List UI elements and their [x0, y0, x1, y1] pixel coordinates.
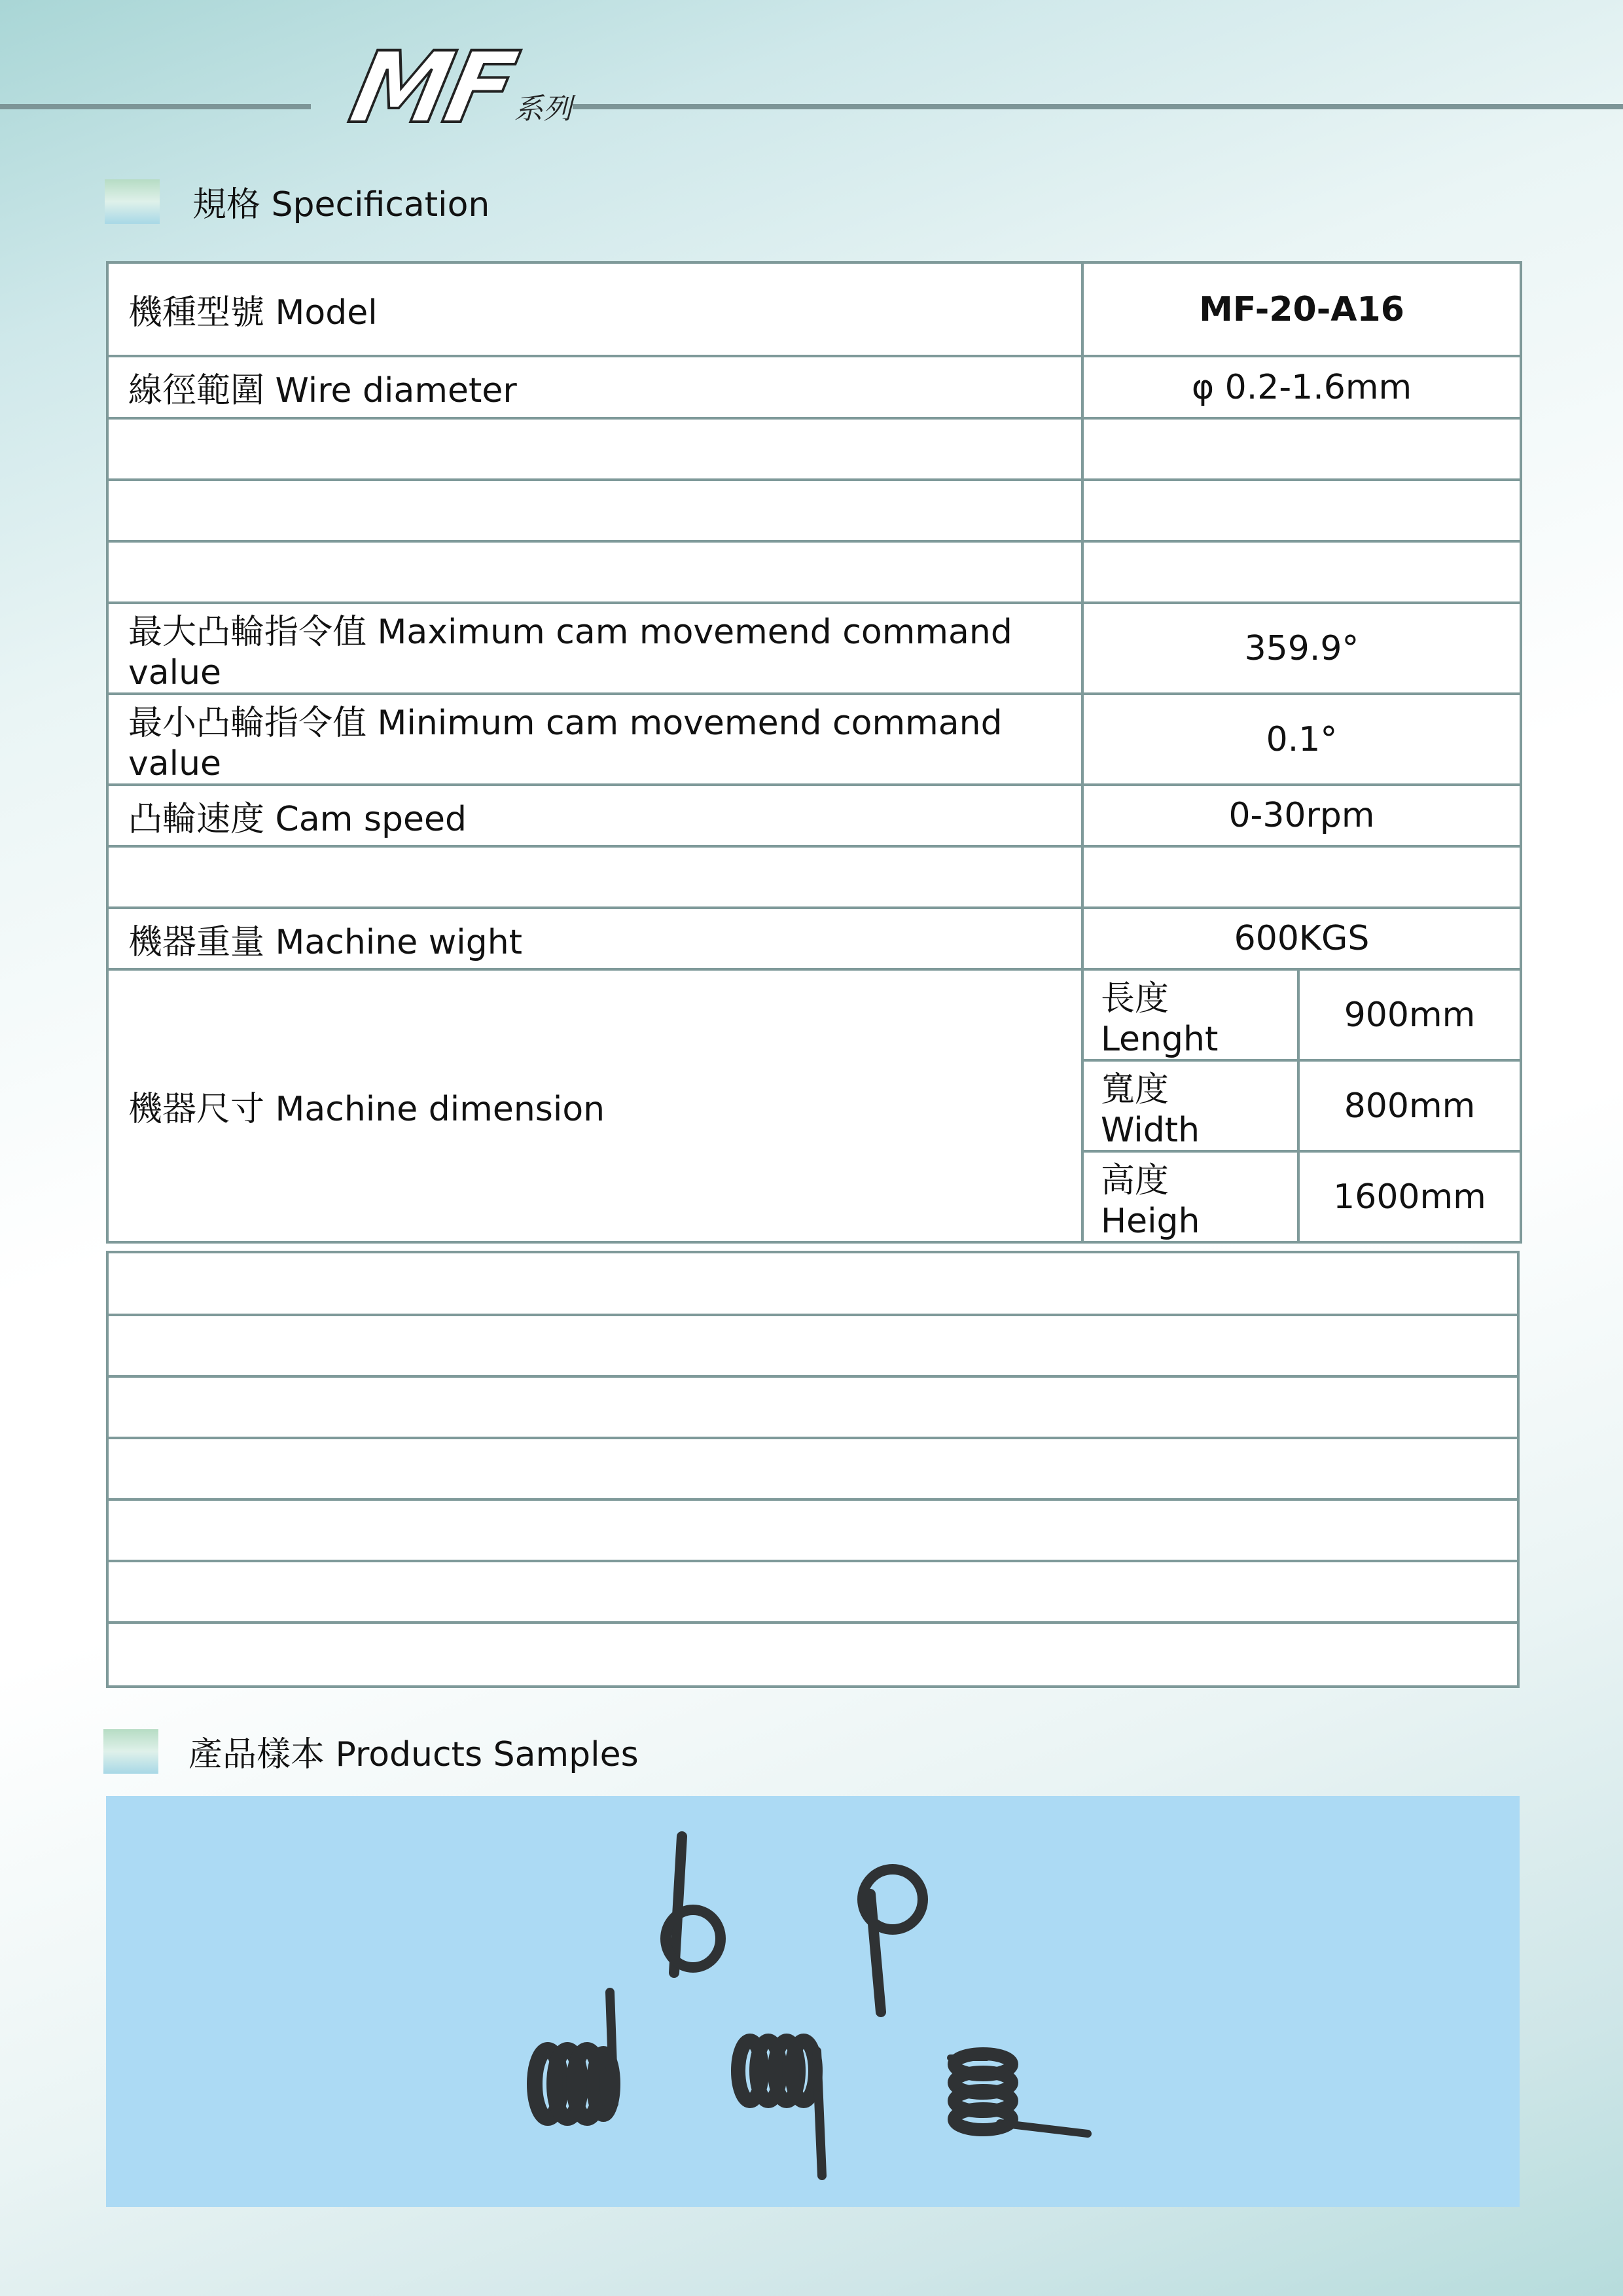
table-row: [107, 1315, 1518, 1376]
table-row: [107, 694, 1521, 785]
section-swatch-icon: [103, 1729, 158, 1774]
empty-cell: [107, 1315, 1518, 1376]
width-value: 800mm: [1298, 1060, 1521, 1151]
header-rule-right: [573, 104, 1623, 109]
length-value: 900mm: [1298, 969, 1521, 1060]
spring-sample-icon: [533, 1992, 614, 2118]
empty-cell: [107, 418, 1082, 480]
dimension-label: 機器尺寸 Machine dimension: [107, 969, 1082, 1242]
empty-cell: [107, 541, 1082, 603]
table-row: [107, 785, 1521, 846]
table-row: [107, 262, 1521, 356]
table-row: [107, 603, 1521, 694]
max-cam-label: 最大凸輪指令值 Maximum cam movemend command value: [107, 603, 1082, 694]
empty-cell: [107, 1376, 1518, 1438]
table-row: [107, 1376, 1518, 1438]
max-cam-value: 359.9°: [1082, 603, 1521, 694]
series-logo: MF: [341, 31, 523, 145]
series-suffix: 系列: [514, 92, 572, 126]
empty-cell: [107, 480, 1082, 541]
empty-cell: [107, 846, 1082, 908]
table-row: [107, 1252, 1518, 1315]
length-label: 長度 Lenght: [1082, 969, 1298, 1060]
empty-cell: [1082, 846, 1521, 908]
wire-diameter-value: φ 0.2-1.6mm: [1082, 356, 1521, 418]
empty-cell: [1082, 418, 1521, 480]
table-row: [107, 1499, 1518, 1561]
cam-speed-label: 凸輪速度 Cam speed: [107, 785, 1082, 846]
weight-value: 600KGS: [1082, 908, 1521, 969]
empty-cell: [107, 1623, 1518, 1687]
table-row: [107, 418, 1521, 480]
min-cam-value: 0.1°: [1082, 694, 1521, 785]
width-label: 寬度 Width: [1082, 1060, 1298, 1151]
min-cam-label: 最小凸輪指令值 Minimum cam movemend command value: [107, 694, 1082, 785]
empty-cell: [107, 1438, 1518, 1499]
model-label: 機種型號 Model: [107, 262, 1082, 356]
model-value: MF-20-A16: [1082, 262, 1521, 356]
table-row: [107, 541, 1521, 603]
spec-section-title: 規格 Specification: [192, 185, 490, 224]
empty-cell: [1082, 480, 1521, 541]
empty-cell: [1082, 541, 1521, 603]
table-row: [107, 1438, 1518, 1499]
spring-samples-image: [106, 1796, 1520, 2207]
spring-sample-icon: [666, 1837, 721, 1973]
table-row: [107, 908, 1521, 969]
empty-cell: [107, 1252, 1518, 1315]
spec-table: [106, 261, 1522, 1244]
table-row: [107, 356, 1521, 418]
cam-speed-value: 0-30rpm: [1082, 785, 1521, 846]
samples-photo: [106, 1796, 1520, 2207]
samples-section-title: 產品樣本 Products Samples: [188, 1735, 639, 1774]
spring-sample-icon: [863, 1869, 923, 2012]
section-swatch-icon: [105, 179, 160, 224]
header-rule-left: [0, 104, 311, 109]
blank-table: [106, 1251, 1520, 1688]
table-row: [107, 1561, 1518, 1623]
weight-label: 機器重量 Machine wight: [107, 908, 1082, 969]
height-label: 高度 Heigh: [1082, 1151, 1298, 1242]
wire-diameter-label: 線徑範圍 Wire diameter: [107, 356, 1082, 418]
table-row: [107, 969, 1521, 1060]
empty-cell: [107, 1499, 1518, 1561]
spring-sample-icon: [950, 2054, 1088, 2134]
samples-section-heading: [103, 1727, 639, 1776]
table-row: [107, 846, 1521, 908]
series-title: [341, 31, 572, 145]
spec-section-heading: [105, 177, 490, 226]
height-value: 1600mm: [1298, 1151, 1521, 1242]
table-row: [107, 1623, 1518, 1687]
empty-cell: [107, 1561, 1518, 1623]
spring-sample-icon: [738, 2041, 822, 2176]
table-row: [107, 480, 1521, 541]
